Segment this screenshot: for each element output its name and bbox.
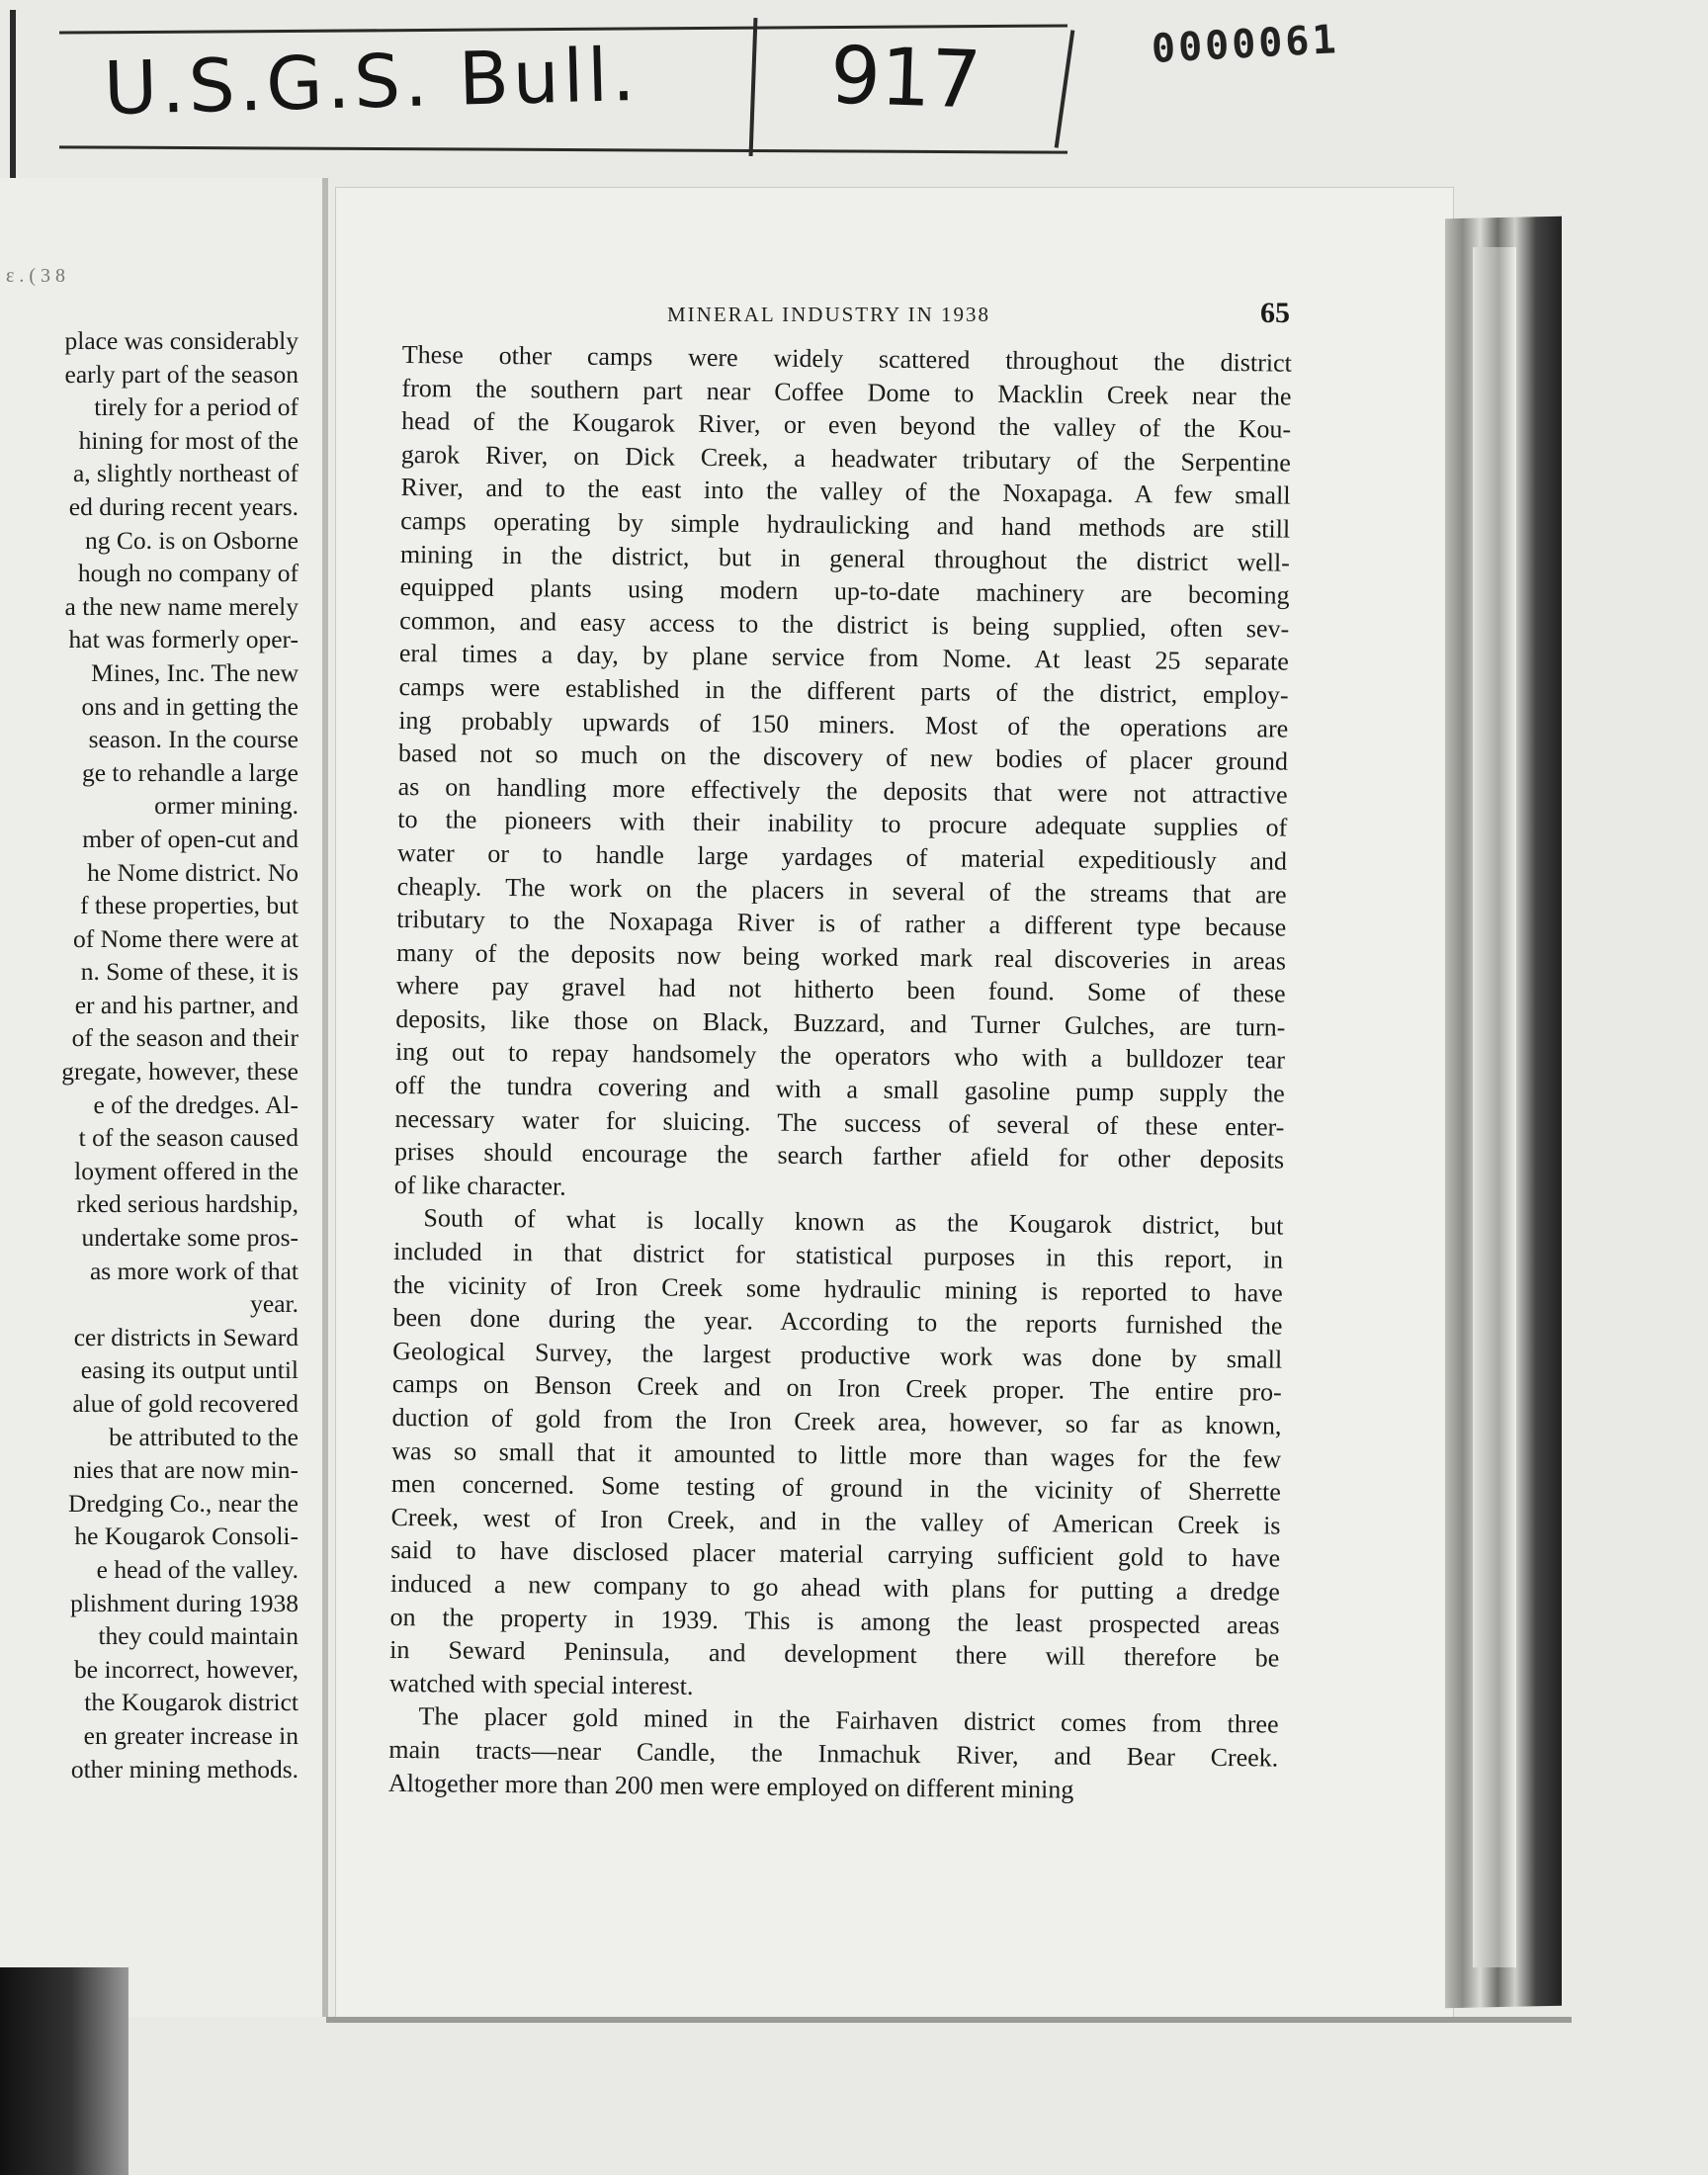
text-line: off the tundra covering and with a small gasoline pump supply the	[394, 1071, 1285, 1108]
pen-mark-left	[10, 10, 16, 178]
text-line: duction of gold from the Iron Creek area, however, so far as known,	[391, 1402, 1282, 1440]
left-page-line: hat was formerly oper-	[68, 625, 299, 654]
text-line: eral times a day, by plane service from Nome. At least 25 separate	[398, 639, 1290, 676]
left-page-line: n. Some of these, it is	[80, 957, 299, 987]
text-line: camps were established in the different parts of the district, employ-	[398, 671, 1289, 710]
left-page-line: he Nome district. No	[87, 857, 299, 887]
left-page-line: f these properties, but	[80, 891, 299, 920]
text-line: garok River, on Dick Creek, a headwater tributary of the Serpentine	[400, 439, 1291, 478]
running-head: MINERAL INDUSTRY IN 1938	[667, 303, 991, 326]
text-line: Altogether more than 200 men were employed on different mining	[387, 1768, 1074, 1804]
left-page-line: place was considerably	[64, 326, 299, 355]
text-line: ing probably upwards of 150 miners. Most of the operations are	[398, 705, 1289, 743]
left-page-line: alue of gold recovered	[72, 1389, 299, 1418]
handwritten-header	[0, 0, 1708, 168]
book-edge-highlight	[1473, 247, 1516, 1967]
pen-mark-right	[1055, 30, 1075, 147]
left-page-line: of the season and their	[71, 1023, 299, 1053]
left-page-line: er and his partner, and	[74, 990, 299, 1019]
text-line: mining in the district, but in general throughout the district well-	[399, 539, 1291, 577]
text-line: equipped plants using modern up-to-date machinery are becoming	[399, 572, 1290, 610]
left-page-line: ed during recent years.	[68, 491, 299, 521]
pen-rule-bottom	[59, 145, 1068, 153]
text-line: River, and to the east into the valley of the Noxapaga. A few small	[400, 473, 1291, 511]
text-line: camps operating by simple hydraulicking and hand methods are still	[400, 505, 1291, 544]
text-line: in Seward Peninsula, and development there will therefore be	[389, 1635, 1280, 1673]
left-page-line: a, slightly northeast of	[72, 459, 299, 488]
left-page-line: ormer mining.	[154, 791, 299, 821]
text-line: water or to handle large yardages of material expeditiously and	[396, 837, 1288, 876]
text-line: common, and easy access to the district is being supplied, often sev-	[399, 605, 1290, 644]
left-page-line: the Kougarok district	[84, 1688, 299, 1717]
text-line: been done during the year. According to the reports furnished the	[392, 1303, 1283, 1341]
text-line: Creek, west of Iron Creek, and in the valley of American Creek is	[390, 1502, 1281, 1540]
left-page-line: hough no company of	[77, 559, 299, 588]
left-page-line: hining for most of the	[78, 425, 299, 455]
text-line: necessary water for sluicing. The success of several of these enter-	[394, 1103, 1285, 1142]
text-line: South of what is locally known as the Kougarok district, but	[423, 1203, 1284, 1242]
text-line: tributary to the Noxapaga River is of rather a different type because	[396, 905, 1287, 942]
left-page-line: rked serious hardship,	[76, 1189, 299, 1219]
paragraph	[394, 338, 1292, 1210]
handwritten-title: U.S.G.S. Bull.	[102, 32, 640, 132]
left-page-line: ons and in getting the	[81, 691, 299, 721]
paragraph	[389, 1201, 1284, 1708]
text-line: The placer gold mined in the Fairhaven district comes from three	[418, 1701, 1279, 1739]
pen-mark-divider	[749, 18, 758, 156]
left-page-line: t of the season caused	[78, 1123, 299, 1153]
text-line: as on handling more effectively the deposits that were not attractive	[397, 771, 1288, 810]
text-line: of like character.	[393, 1170, 566, 1201]
text-line: deposits, like those on Black, Buzzard, and Turner Gulches, are turn-	[395, 1003, 1286, 1042]
left-page-line: they could maintain	[98, 1621, 299, 1651]
left-page-line: early part of the season	[64, 359, 299, 389]
left-page-line: tirely for a period of	[94, 392, 299, 422]
page-number: 65	[1260, 297, 1290, 329]
text-line: on the property in 1939. This is among the least prospected areas	[389, 1602, 1280, 1640]
text-line: said to have disclosed placer material carrying sufficient gold to have	[390, 1535, 1281, 1573]
left-page-line: loyment offered in the	[74, 1156, 299, 1185]
handwritten-bulletin-number: 917	[828, 29, 983, 127]
left-page-line: as more work of that	[89, 1256, 299, 1285]
text-line: camps on Benson Creek and on Iron Creek proper. The entire pro-	[391, 1369, 1282, 1407]
left-page-line: Mines, Inc. The new	[91, 657, 299, 687]
left-page-line: other mining methods.	[70, 1754, 299, 1784]
page-bottom-shadow	[326, 2017, 1572, 2023]
text-line: These other camps were widely scattered throughout the district	[401, 339, 1292, 378]
left-page-line: gregate, however, these	[61, 1057, 299, 1087]
left-page-line: ng Co. is on Osborne	[84, 525, 299, 555]
scan-dark-corner	[0, 1967, 128, 2175]
left-page-line: plishment during 1938	[70, 1588, 299, 1617]
left-page-line: nies that are now min-	[72, 1455, 299, 1485]
text-line: men concerned. Some testing of ground in the vicinity of Sherrette	[390, 1469, 1281, 1507]
left-page-line: ge to rehandle a large	[81, 757, 299, 787]
left-page-line: mber of open-cut and	[82, 824, 299, 853]
left-page-line: e of the dredges. Al-	[93, 1089, 299, 1119]
text-line: ing out to repay handsomely the operators who with a bulldozer tear	[394, 1037, 1286, 1076]
main-page	[336, 188, 1453, 2017]
left-page-line: of Nome there were at	[73, 923, 299, 953]
left-page-line: en greater increase in	[83, 1720, 299, 1750]
text-line: watched with special interest.	[388, 1668, 694, 1700]
left-page-fragment: ɛ . ( 3 8	[6, 265, 66, 287]
text-line: included in that district for statistical purposes in this report, in	[392, 1236, 1284, 1274]
left-page-line: year.	[250, 1289, 299, 1319]
left-page-line: e head of the valley.	[96, 1554, 299, 1584]
text-line: based not so much on the discovery of new bodies of placer ground	[397, 739, 1289, 776]
left-page-line: cer districts in Seward	[73, 1322, 299, 1351]
left-page-line: undertake some pros-	[81, 1223, 299, 1253]
body-text	[388, 338, 1292, 1808]
paragraph	[388, 1699, 1279, 1807]
left-page-text	[0, 324, 299, 1785]
text-line: was so small that it amounted to little more than wages for the few	[391, 1436, 1282, 1474]
left-page-line: be attributed to the	[109, 1422, 299, 1451]
text-line: where pay gravel had not hitherto been found. Some of these	[395, 971, 1286, 1008]
text-line: many of the deposits now being worked mark real discoveries in areas	[395, 937, 1287, 976]
left-page-line: Dredging Co., near the	[68, 1488, 299, 1518]
left-page-line: season. In the course	[88, 725, 299, 754]
left-page-line: a the new name merely	[64, 591, 299, 621]
text-line: Geological Survey, the largest productive work was done by small	[392, 1336, 1283, 1374]
left-page-line: easing its output until	[80, 1355, 299, 1385]
text-line: induced a new company to go ahead with plans for putting a dredge	[389, 1568, 1281, 1607]
left-page-line: be incorrect, however,	[74, 1654, 299, 1684]
text-line: main tracts—near Candle, the Inmachuk River, and Bear Creek.	[388, 1734, 1279, 1773]
left-page	[0, 178, 328, 2017]
stamped-document-number: 0000061	[1150, 17, 1340, 72]
text-line: from the southern part near Coffee Dome to Macklin Creek near the	[401, 373, 1292, 411]
text-line: prises should encourage the search farther afield for other deposits	[393, 1137, 1285, 1174]
text-line: cheaply. The work on the placers in several of the streams that are	[396, 871, 1287, 910]
text-line: to the pioneers with their inability to procure adequate supplies of	[397, 805, 1288, 842]
left-page-edge	[322, 178, 328, 2017]
left-page-line: he Kougarok Consoli-	[74, 1522, 299, 1551]
text-line: head of the Kougarok River, or even beyond the valley of the Kou-	[401, 406, 1292, 444]
text-line: the vicinity of Iron Creek some hydraulic mining is reported to have	[392, 1269, 1283, 1308]
